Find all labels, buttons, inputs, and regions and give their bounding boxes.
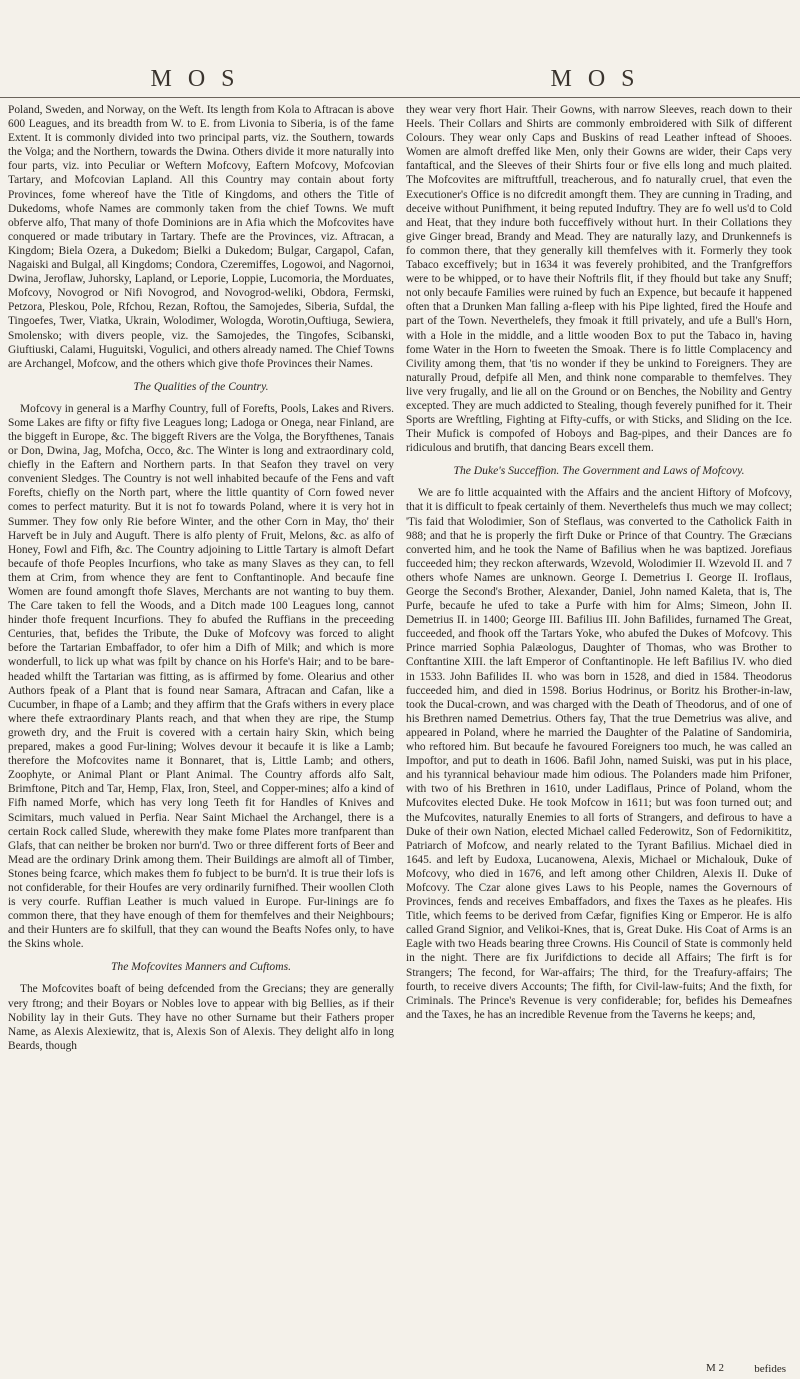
catchword: befides bbox=[754, 1363, 786, 1375]
left-column bbox=[8, 103, 394, 1365]
header-rule bbox=[0, 97, 800, 98]
paragraph-manners: The Mofcovites boaft of being defcended from the Grecians; they are generally very ftrong; and their Boyars or Nobles love to appear with big Bellies, as if their Nobility lay in their Guts. They have no other Surname but their Fathers proper Name, as Alexis Alexiewitz, that is, Alexis Son of Alexis. They delight alfo in long Beards, though bbox=[8, 983, 394, 1052]
paragraph-qualities: Mofcovy in general is a Marfhy Country, full of Forefts, Pools, Lakes and Rivers. Some Lakes are fifty or fifty five Leagues long; Ladoga or Onega, near Finland, are the biggeft in Europe, &c. The biggeft Rivers are the Volga, the Boryfthenes, Tanais or Don, Dwina, Jag, Mofcha, Occo, &c. The Winter is long and extraordinary cold, chiefly in the Eaftern and Northern parts. In that Seafon they travel on very convenient Sledges. The Country is not well inhabited becaufe of the Fens and vaft Forefts, chiefly on the North part, where the little quantity of Corn fowed never comes to perfect maturity. But it is not fo towards Poland, where it is very hot in Summer. They fow only Rie before Winter, and the other Corn in May, tho' their Harveft be in July and Auguft. There is alfo plenty of Fruit, Melons, &c. as alfo of Honey, Fowl and Fifh, &c. The Country adjoining to Little Tartary is almoft Defart becaufe of thofe Peoples Incurfions, who take as many Slaves as they can, to fell them at Crim, from whence they are fent to Conftantinople. And becaufe fine Women are found amongft thofe Slaves, Merchants are not wanting to buy them. The Care taken to fell the Woods, and a Ditch made 100 Leagues long, cannot hinder thofe frequent Incurfions. They fo abufed the Ruffians in the preceeding Centuries, that, befides the Tribute, the Duke of Mofcovy was forced to alight before the Tartarian Embaffador, to ofer him a Difh of Milk; and which is more wonderfull, to lick up what was fpilt by chance on his Horfe's Hair; and to be bare-headed whilft the Tartarian was fitting, as is affirmed by fome. Olearius and other Authors fpeak of a Plant that is found near Samara, Aftracan and Cafan, like a Cucumber, in fhape of a Lamb; and they affirm that the Grafs withers in every place where thefe extraordinary Plants reach, and that when they are ripe, the Stump groweth dry, and the Fruit is covered with a certain hairy Skin, which being prepared, makes a good Fur-lining; Wolves devour it becaufe it is like a Lamb; therefore the Mofcovites name it Bonnaret, that is, Little Lamb; and others, Zoophyte, or Animal Plant or Plant Animal. The Country affords alfo Salt, Brimftone, Pitch and Tar, Hemp, Flax, Iron, Steel, and Copper-mines; alfo a kind of Fifh named Morfe, which has very long Teeth fit for Handles of Knives and Scimitars, much valued in Perfia. Near Saint Michael the Archangel, there is a certain Rock called Slude, wherewith they make fome Plates more tranfparent than Glafs, that can neither be broken nor burn'd. Two or three different forts of Beer and Mead are the ordinary Drink among them. Their Buildings are almoft all of Timber, Stones being fcarce, which makes them fo fubject to be burn'd. It is true their lofs is not confiderable, for their Houfes are very ordinarily furnifhed. Their woollen Cloth is very courfe. Ruffian Leather is much valued in Europe. Fur-linings are fo common there, that they have enough of them for themfelves and their Neighbours; and their Hunters are fo skilfull, that they can wound the Beafts Nofes only, to have the Skins whole. bbox=[8, 402, 394, 951]
signature-mark: M 2 bbox=[706, 1362, 725, 1374]
heading-manners: The Mofcovites Manners and Cuftoms. bbox=[110, 960, 291, 974]
running-head-left: M O S bbox=[150, 66, 240, 92]
running-head-right: M O S bbox=[550, 66, 640, 92]
heading-qualities: The Qualities of the Country. bbox=[133, 379, 269, 393]
right-column bbox=[406, 103, 792, 1365]
paragraph-manners-continued: they wear very fhort Hair. Their Gowns, with narrow Sleeves, reach down to their Heels. Their Collars and Shirts are commonly embroidered with Silk of different Colours. They wear only Caps and Buskins of read Leather inftead of Shooes. Women are almoft dreffed like Men, only their Gowns are wider, their Caps very fantaftical, and the Sleeves of their Shirts four or five ells long and much plaited. The Mofcovites are miftruftfull, treacherous, and fo naturally cruel, that even the Executioner's Office is no difcredit amongft them. They are cunning in Trading, and deceive without Punifhment, it being reputed Induftry. They are fo well us'd to Cold and Heat, that they indure both fucceffively without hurt. In their Collations they give Ginger bread, Brandy and Mead. They are naturally lazy, and Drunkennefs is fo common there, that they generally kill themfelves with it. Formerly they took Tabaco exceffively; but in 1634 it was feverely prohibited, and the Tranfgreffors were to be whipped, or to have their Noftrils flit, if they fhould but take any Snuff; not only becaufe Families were ruined by fuch an Expence, but becaufe it happened often that a Drunken Man falling a-fleep with his Pipe lighted, fired the Houfe and part of the Town. Neverthelefs, they fmoak it ftill privately, and ufe a Bull's Horn, with a Hole in the middle, and a little wooden Box to put the Tabaco in, having fome Water in the Horn to fweeten the Smoak. There is fo little Complacency and Civility among them, that 'tis no wonder if they be unkind to Foreigners. They are naturally Proud, defpife all Men, and think none comparable to themfelves. They live very frugally, and lie all on the Ground or on Benches, the Nobility and Gentry excepted. They are much addicted to Stealing, though feverely punifhed for it. Their Sports are Wreftling, Fighting at Fifty-cuffs, or with Sticks, and Sliding on the Ice. Their Mufick is compofed of Hoboys and Bag-pipes, and their Dances are fo ridiculous and brutifh, that dancing Bears excell them. bbox=[406, 104, 792, 455]
paragraph-provinces: Poland, Sweden, and Norway, on the Weft. Its length from Kola to Aftracan is above 600 Leagues, and its breadth from W. to E. from Livonia to Siberia, is of the fame Extent. It is commonly divided into two principal parts, viz. the Southern, towards the Volga; and the Northern, towards the Dwina. Others divide it more naturally into four parts, viz. into Peculiar or Weftern Mofcovy, Eaftern Mofcovy, Mofcovian Tartary, and Mofcovian Lapland. All this Country may contain about forty Provinces, fome whereof have the Title of Kingdoms, and others the Title of Dukedoms, whofe Names are commonly taken from the chief Towns. We muft obferve alfo, That many of thofe Dominions are in Afia which the Mofcovites have conquered or made tributary in Tartary. Thefe are the Provinces, viz. Aftracan, a Kingdom; Biela Ozera, a Dukedom; Bielki a Dukedom; Bulgar, Cargapol, Cafan, Nagaiski and Bulgal, all Kingdoms; Condora, Czeremiffes, Logowoi, and Nagornoi, Dwina, Jeroflaw, Juhorsky, Lapland, or Leporie, Loppie, Lucomoria, the Morduates, Mofcovy, Novogrod or Nifi Novogrod, and Novogrod-weliki, Obdora, Fermski, Petzora, Pleskou, Pole, Rfchou, Rezan, Roftou, the Samojedes, Siberia, Sufdal, the Tingoefes, Twer, Viatka, Ukrain, Wolodimer, Wologda, Worotin,Ouftiuga, Sewiera, Smolensko; with divers people, viz. the Samojedes, the Tingofes, Scibanski, Giuftiuski, Calami, Huguitski, Vogulici, and others already named. The Chief Towns are Archangel, Mofcow, and the others which give thofe Provinces their Names. bbox=[8, 104, 394, 370]
paragraph-succession: We are fo little acquainted with the Affairs and the ancient Hiftory of Mofcovy, that it is difficult to fpeak certainly of them. Neverthelefs thus much we may collect; 'Tis faid that Wolodimier, Son of Steflaus, was converted to the Catholick Faith in 988; and that he is properly the firft Duke or Prince of that Country. The Græcians converted him, and he took the Name of Bafilius when he was baptized. Jorefiaus fucceeded him; they reckon afterwards, Wzevold, Wolodimier II. Wzevold II. and 7 others whofe Names are unknown. George I. Demetrius I. George II. Iroflaus, George the Second's Brother, Alexander, Daniel, John named Kaleta, that is, The Purfe, becaufe he ufed to take a Purfe with him for Alms; Simeon, John II. Demetrius II. in 1400; George III. Bafilius III. John Bafilides, furnamed The Great, fucceeded, and fhook off the Tartars Yoke, who abufed the Dukes of Mofcovy. This Prince married Sophia Palæologus, Daughter of Thomas, who was Brother to Conftantine XIII. the laft Emperor of Conftantinople. He left Bafilius IV. who died in 1533. John Bafilides II. who was born in 1528, and died in 1584. Theodorus fucceeded him, and died in 1598. Borius Hodrinus, or Boritz his Brother-in-law, took the Ducal-crown, and was charged with the Death of Theodorus, and of one of his Brethren named Demetrius. Others fay, That the true Demetrius was alive, and appeared in Poland, where he married the Daughter of the Palatine of Sandomiria, who reftored him. But becaufe he favoured Foreigners too much, he was called an Impoftor, and put to death in 1606. Bafil John, named Suiski, was put in his place, and his tyrannical behaviour made him odious. The Polanders made him Prifoner, with two of his Brethren in 1610, under Ladiflaus, Prince of Poland, whom the Mufcovites elected Duke. He took Mofcow in 1611; but was foon turned out; and the Mufcovites, naturally Enemies to all forts of Strangers, and defirous to have a Duke of their own Nation, elected Michael called Federowitz, Son of Fedornikititz, Patriarch of Mofcow, and nearly related to the Tyrant Bafilius. Michael died in 1645. and left by Eudoxa, Lucanowena, Alexis, Michael or Michalouk, Duke of Mofcovy, who died in 1676, and left among other Children, Alexis II. Duke of Mofcovy. The Czar alone gives Laws to his People, names the Governours of Provinces, fends and receives Embaffadors, and fixes the Taxes as he pleafes. His Title, which feems to be derived from Cæfar, fignifies King or Emperor. He is alfo called Grand Signior, and Velikoi-Knes, that is, Great Duke. His Coat of Arms is an Eagle with two Heads bearing three Crowns. His Council of State is commonly held in the night. There are fix Jurifdictions to decide all Affairs; The firft is for Strangers; The fecond, for War-affairs; The third, for the Treafury-affairs; The fourth, to receive divers Accounts; The fifth, for Civil-law-fuits; And the fixth, for Criminals. The Prince's Revenue is very confiderable; for, befides his Demeafnes and the Taxes, he has an incredible Revenue from the Taverns he keeps; and, bbox=[406, 487, 792, 1021]
heading-succession: The Duke's Succeffion. The Government and Laws of Mofcovy. bbox=[453, 464, 745, 478]
